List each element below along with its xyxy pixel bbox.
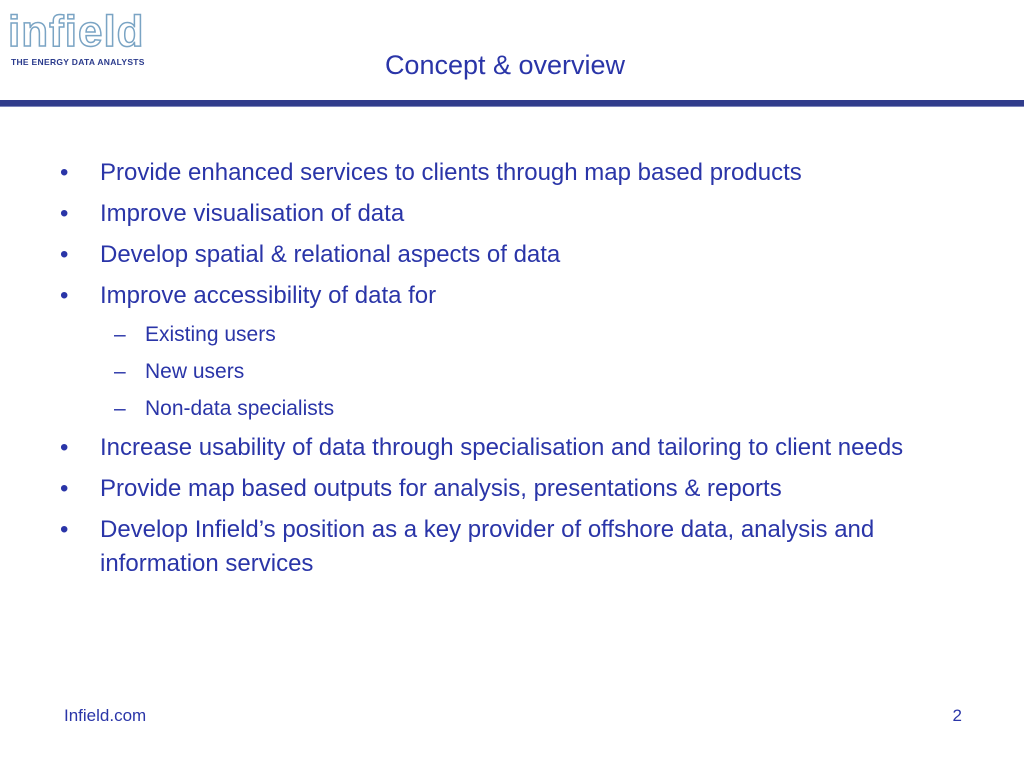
logo-tagline: THE ENERGY DATA ANALYSTS	[11, 57, 145, 67]
sub-bullet-item	[58, 357, 978, 387]
slide-title: Concept & overview	[384, 50, 626, 80]
bullet-text: Provide enhanced services to clients through map based products	[100, 159, 802, 186]
bullet-item	[58, 513, 978, 581]
bullet-text: Provide map based outputs for analysis, presentations & reports	[100, 475, 782, 502]
bullet-marker: •	[60, 241, 69, 268]
bullet-list	[58, 156, 978, 588]
bullet-item	[58, 472, 978, 506]
bullet-text: Increase usability of data through specialisation and tailoring to client needs	[100, 434, 904, 461]
sub-bullet-text: Existing users	[145, 323, 276, 346]
sub-bullet-marker: –	[114, 360, 126, 383]
sub-bullet-text: New users	[145, 360, 245, 383]
bullet-text: Develop Infield’s position as a key provider of offshore data, analysis and information services	[100, 516, 875, 577]
bullet-marker: •	[60, 282, 69, 309]
bullet-marker: •	[60, 200, 69, 227]
page-number: 2	[952, 706, 962, 725]
bullet-text: Improve visualisation of data	[100, 200, 405, 227]
bullet-text: Develop spatial & relational aspects of data	[100, 241, 561, 268]
bullet-marker: •	[60, 159, 69, 186]
bullet-item	[58, 197, 978, 231]
header-divider-line	[0, 100, 1024, 107]
bullet-text: Improve accessibility of data for	[100, 282, 437, 309]
logo-wordmark: infield	[8, 7, 145, 56]
bullet-item	[58, 431, 978, 465]
sub-bullet-item	[58, 394, 978, 424]
bullet-item	[58, 279, 978, 313]
sub-bullet-marker: –	[114, 323, 126, 346]
bullet-marker: •	[60, 516, 69, 543]
bullet-item	[58, 238, 978, 272]
sub-bullet-marker: –	[114, 397, 126, 420]
bullet-marker: •	[60, 434, 69, 461]
footer-site: Infield.com	[64, 706, 147, 725]
sub-bullet-text: Non-data specialists	[145, 397, 335, 420]
header-divider	[0, 100, 1024, 110]
bullet-item	[58, 156, 978, 190]
bullet-marker: •	[60, 475, 69, 502]
sub-bullet-item	[58, 320, 978, 350]
